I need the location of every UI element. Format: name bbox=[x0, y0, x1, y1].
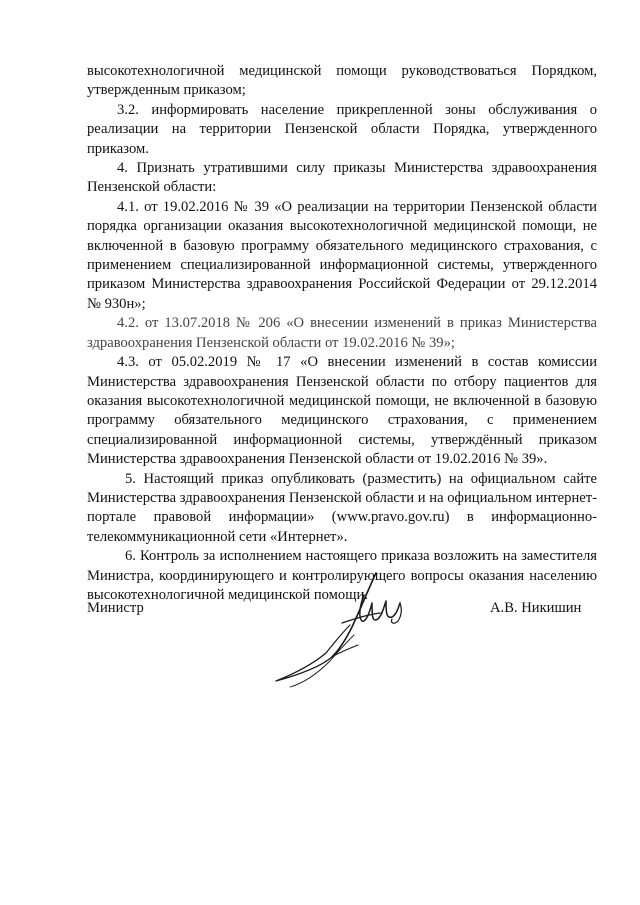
paragraph-4: 4. Признать утратившими силу приказы Министерства здравоохранения Пензенской области: bbox=[87, 160, 597, 196]
paragraph-5: 5. Настоящий приказ опубликовать (разместить) на официальном сайте Министерства здравоохранения Пензенской области и на официальном интернет-портале правовой информации» (www.pravo.gov.ru) в информационно-телекоммуникационной сети «Интернет». bbox=[87, 470, 597, 545]
signatory-name: А.В. Никишин bbox=[490, 600, 582, 616]
document-body bbox=[87, 62, 597, 605]
signatory-position: Министр bbox=[87, 600, 144, 616]
handwritten-signature-icon bbox=[268, 565, 418, 690]
paragraph-3-2: 3.2. информировать население прикрепленной зоны обслуживания о реализации на территории Пензенской области Порядка, утвержденного приказом. bbox=[87, 101, 597, 157]
paragraph-3-1-continuation: высокотехнологичной медицинской помощи руководствоваться Порядком, утвержденным приказом; bbox=[87, 63, 597, 99]
paragraph-4-3: 4.3. от 05.02.2019 № 17 «О внесении изменений в состав комиссии Министерства здравоохранения Пензенской области по отбору пациентов для оказания высокотехнологичной медицинской помощи, не включенной в базовую программу обязательного медицинского страхования, с применением специализированной информационной системы, утверждённый приказом Министерства здравоохранения Пензенской области от 19.02.2016 № 39». bbox=[87, 354, 597, 468]
paragraph-6: 6. Контроль за исполнением настоящего приказа возложить на заместителя Министра, координирующего и контролирующего вопросы оказания населению высокотехнологичной медицинской помощи. bbox=[87, 548, 597, 603]
paragraph-4-1: 4.1. от 19.02.2016 № 39 «О реализации на территории Пензенской области порядка организации оказания высокотехнологичной медицинской помощи, не включенной в базовую программу обязательного медицинского страхования, с применением специализированной информационной системы, утвержденного приказом Министерства здравоохранения Российской Федерации от 29.12.2014 № 930н»; bbox=[87, 198, 597, 312]
paragraph-4-2: 4.2. от 13.07.2018 № 206 «О внесении изменений в приказ Министерства здравоохранения Пензенской области от 19.02.2016 № 39»; bbox=[87, 315, 597, 351]
